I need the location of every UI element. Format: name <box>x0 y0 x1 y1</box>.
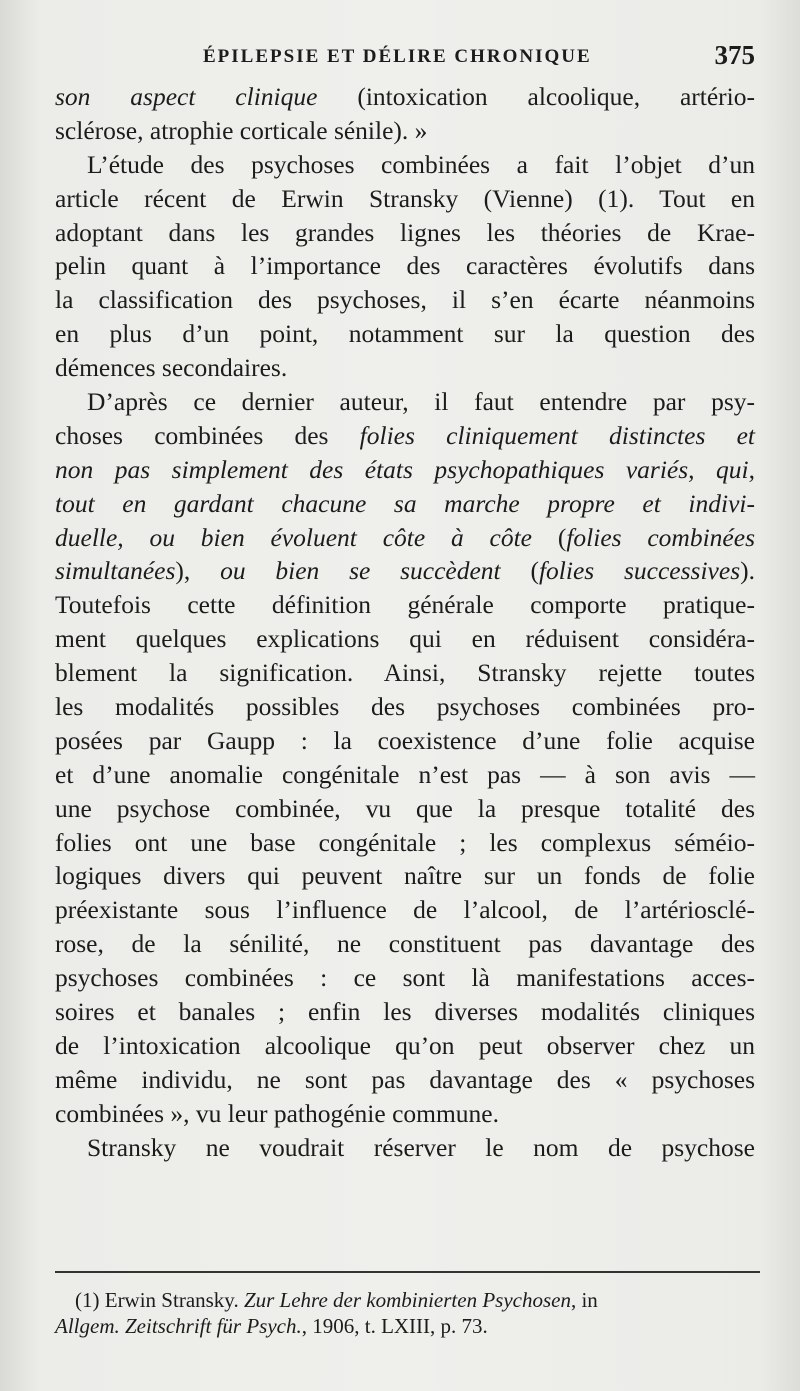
text-line <box>55 1063 755 1097</box>
italic-text: tout en gardant chacune sa marche propre et indivi- <box>55 488 755 518</box>
text-line <box>55 487 755 521</box>
text-line <box>55 656 755 690</box>
text-line <box>55 758 755 792</box>
italic-text: folies cliniquement distinctes et <box>359 420 755 450</box>
text-segment: blement la signification. Ainsi, Stransky rejette toutes <box>55 658 755 688</box>
text-line <box>55 1097 755 1131</box>
text-segment: soires et banales ; enfin les diverses modalités cliniques <box>55 997 755 1027</box>
footnote-divider <box>55 1271 760 1273</box>
italic-text: duelle, ou bien évoluent côte à côte <box>55 522 558 552</box>
text-segment: adoptant dans les grandes lignes les théories de Krae- <box>55 217 755 247</box>
text-line <box>55 80 755 114</box>
text-segment: L’étude des psychoses combinées a fait l’objet d’un <box>87 149 755 179</box>
italic-text: ou bien se succèdent <box>220 556 531 586</box>
text-segment: pelin quant à l’importance des caractères évolutifs dans <box>55 251 755 281</box>
text-line <box>55 893 755 927</box>
text-line <box>55 419 755 453</box>
italic-text: folies combinées <box>566 522 755 552</box>
text-line <box>55 385 755 419</box>
text-segment: Stransky ne voudrait réserver le nom de psychose <box>87 1132 755 1162</box>
text-line <box>55 995 755 1029</box>
running-title: ÉPILEPSIE ET DÉLIRE CHRONIQUE <box>203 46 592 67</box>
text-line <box>55 114 755 148</box>
text-line <box>55 317 755 351</box>
text-segment: D’après ce dernier auteur, il faut entendre par psy- <box>87 387 755 417</box>
text-segment: en plus d’un point, notamment sur la question des <box>55 319 755 349</box>
italic-text: non pas simplement des états psychopathiques variés, qui, <box>55 454 755 484</box>
text-segment: choses combinées des <box>55 420 360 450</box>
text-line <box>55 588 755 622</box>
text-segment: (1) Erwin Stransky. <box>75 1288 244 1312</box>
text-segment: ( <box>557 522 567 552</box>
text-line <box>55 859 755 893</box>
footnote-line <box>55 1287 760 1313</box>
text-segment: psychoses combinées : ce sont là manifestations acces- <box>55 963 755 993</box>
text-segment: ). <box>740 556 755 586</box>
text-line <box>55 792 755 826</box>
text-segment: , in <box>570 1288 598 1312</box>
text-line <box>55 724 755 758</box>
text-line <box>55 622 755 656</box>
text-segment: logiques divers qui peuvent naître sur un fonds de folie <box>55 861 755 891</box>
text-segment: de l’intoxication alcoolique qu’on peut observer chez un <box>55 1030 755 1060</box>
text-segment: rose, de la sénilité, ne constituent pas davantage des <box>55 929 755 959</box>
text-segment: posées par Gaupp : la coexistence d’une folie acquise <box>55 725 755 755</box>
text-line <box>55 1029 755 1063</box>
text-segment: ( <box>530 556 539 586</box>
text-segment: les modalités possibles des psychoses combinées pro- <box>55 692 755 722</box>
italic-text: folies successives <box>538 556 741 586</box>
text-line <box>55 1131 755 1165</box>
text-line <box>55 927 755 961</box>
text-segment: folies ont une base congénitale ; les complexus séméio- <box>55 827 755 857</box>
text-segment: combinées », vu leur pathogénie commune. <box>55 1098 499 1128</box>
text-line <box>55 554 755 588</box>
text-segment: ment quelques explications qui en réduisent considéra- <box>55 624 755 654</box>
text-segment: , 1906, t. LXIII, p. 73. <box>301 1314 488 1338</box>
text-segment: et d’une anomalie congénitale n’est pas — à son avis — <box>55 759 755 789</box>
text-line <box>55 283 755 317</box>
page-header <box>55 40 755 74</box>
text-line <box>55 216 755 250</box>
text-segment: (intoxication alcoolique, artério- <box>317 82 755 111</box>
page-number: 375 <box>714 40 755 70</box>
text-segment: article récent de Erwin Stransky (Vienne) (1). Tout en <box>55 183 755 213</box>
italic-text: son aspect clinique <box>55 82 318 111</box>
text-line <box>55 690 755 724</box>
footnote-line <box>55 1313 760 1339</box>
italic-text: Zur Lehre der kombinierten Psychosen <box>243 1288 571 1312</box>
text-segment: préexistante sous l’influence de l’alcool, de l’artériosclé- <box>55 895 755 925</box>
text-line <box>55 961 755 995</box>
body-text <box>55 80 755 1165</box>
text-segment: Toutefois cette définition générale comporte pratique- <box>55 590 755 620</box>
text-line <box>55 249 755 283</box>
text-segment: démences secondaires. <box>55 353 288 383</box>
text-line <box>55 453 755 487</box>
italic-text: simultanées <box>55 556 176 586</box>
text-line <box>55 521 755 555</box>
text-segment: ), <box>175 556 221 586</box>
text-line <box>55 182 755 216</box>
text-segment: une psychose combinée, vu que la presque totalité des <box>55 793 755 823</box>
italic-text: Allgem. Zeitschrift für Psych. <box>55 1314 302 1338</box>
text-segment: même individu, ne sont pas davantage des « psychoses <box>55 1064 755 1094</box>
text-line <box>55 826 755 860</box>
text-segment: la classification des psychoses, il s’en écarte néanmoins <box>55 285 755 315</box>
text-segment: sclérose, atrophie corticale sénile). » <box>55 115 428 145</box>
text-line <box>55 351 755 385</box>
footnote <box>55 1287 760 1339</box>
text-line <box>55 148 755 182</box>
